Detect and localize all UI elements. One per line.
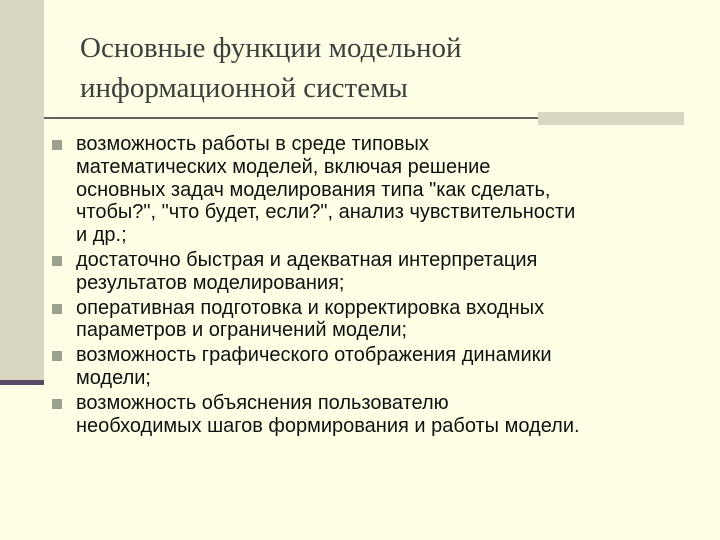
- bullet-line: необходимых шагов формирования и работы модели.: [76, 414, 580, 437]
- square-bullet-icon: [52, 304, 62, 314]
- bullet-line: математических моделей, включая решение: [76, 155, 491, 178]
- bullet-text: [76, 249, 692, 295]
- square-bullet-icon: [52, 140, 62, 150]
- slide-title-line-2: информационной системы: [80, 72, 408, 104]
- bullet-line: возможность объяснения пользователю: [76, 391, 449, 414]
- slide-title-line-1: Основные функции модельной: [80, 32, 462, 64]
- bullet-line: и др.;: [76, 224, 127, 247]
- square-bullet-icon: [52, 256, 62, 266]
- bullet-line: возможность работы в среде типовых: [76, 133, 429, 155]
- left-decorative-rule: [0, 380, 44, 385]
- bullet-line: основных задач моделирования типа "как сделать,: [76, 178, 551, 201]
- bullet-text: [76, 297, 692, 343]
- bullet-list: [52, 133, 692, 439]
- bullet-text: [76, 392, 692, 438]
- square-bullet-icon: [52, 351, 62, 361]
- bullet-item-5: [52, 392, 692, 438]
- title-divider-accent: [538, 112, 684, 125]
- bullet-line: результатов моделирования;: [76, 271, 345, 294]
- bullet-item-4: [52, 344, 692, 390]
- bullet-item-1: [52, 133, 692, 247]
- bullet-item-2: [52, 249, 692, 295]
- bullet-line: модели;: [76, 366, 151, 389]
- bullet-text: [76, 344, 692, 390]
- bullet-line: параметров и ограничений модели;: [76, 319, 408, 342]
- left-decorative-band: [0, 0, 44, 385]
- title-divider: [44, 117, 538, 119]
- bullet-line: возможность графического отображения динамики: [76, 344, 552, 367]
- bullet-line: чтобы?", "что будет, если?", анализ чувствительности: [76, 201, 576, 224]
- square-bullet-icon: [52, 399, 62, 409]
- bullet-line: достаточно быстрая и адекватная интерпретация: [76, 248, 538, 271]
- bullet-line: оперативная подготовка и корректировка входных: [76, 296, 545, 319]
- bullet-text: [76, 133, 692, 247]
- bullet-item-3: [52, 297, 692, 343]
- slide-title: [80, 28, 680, 108]
